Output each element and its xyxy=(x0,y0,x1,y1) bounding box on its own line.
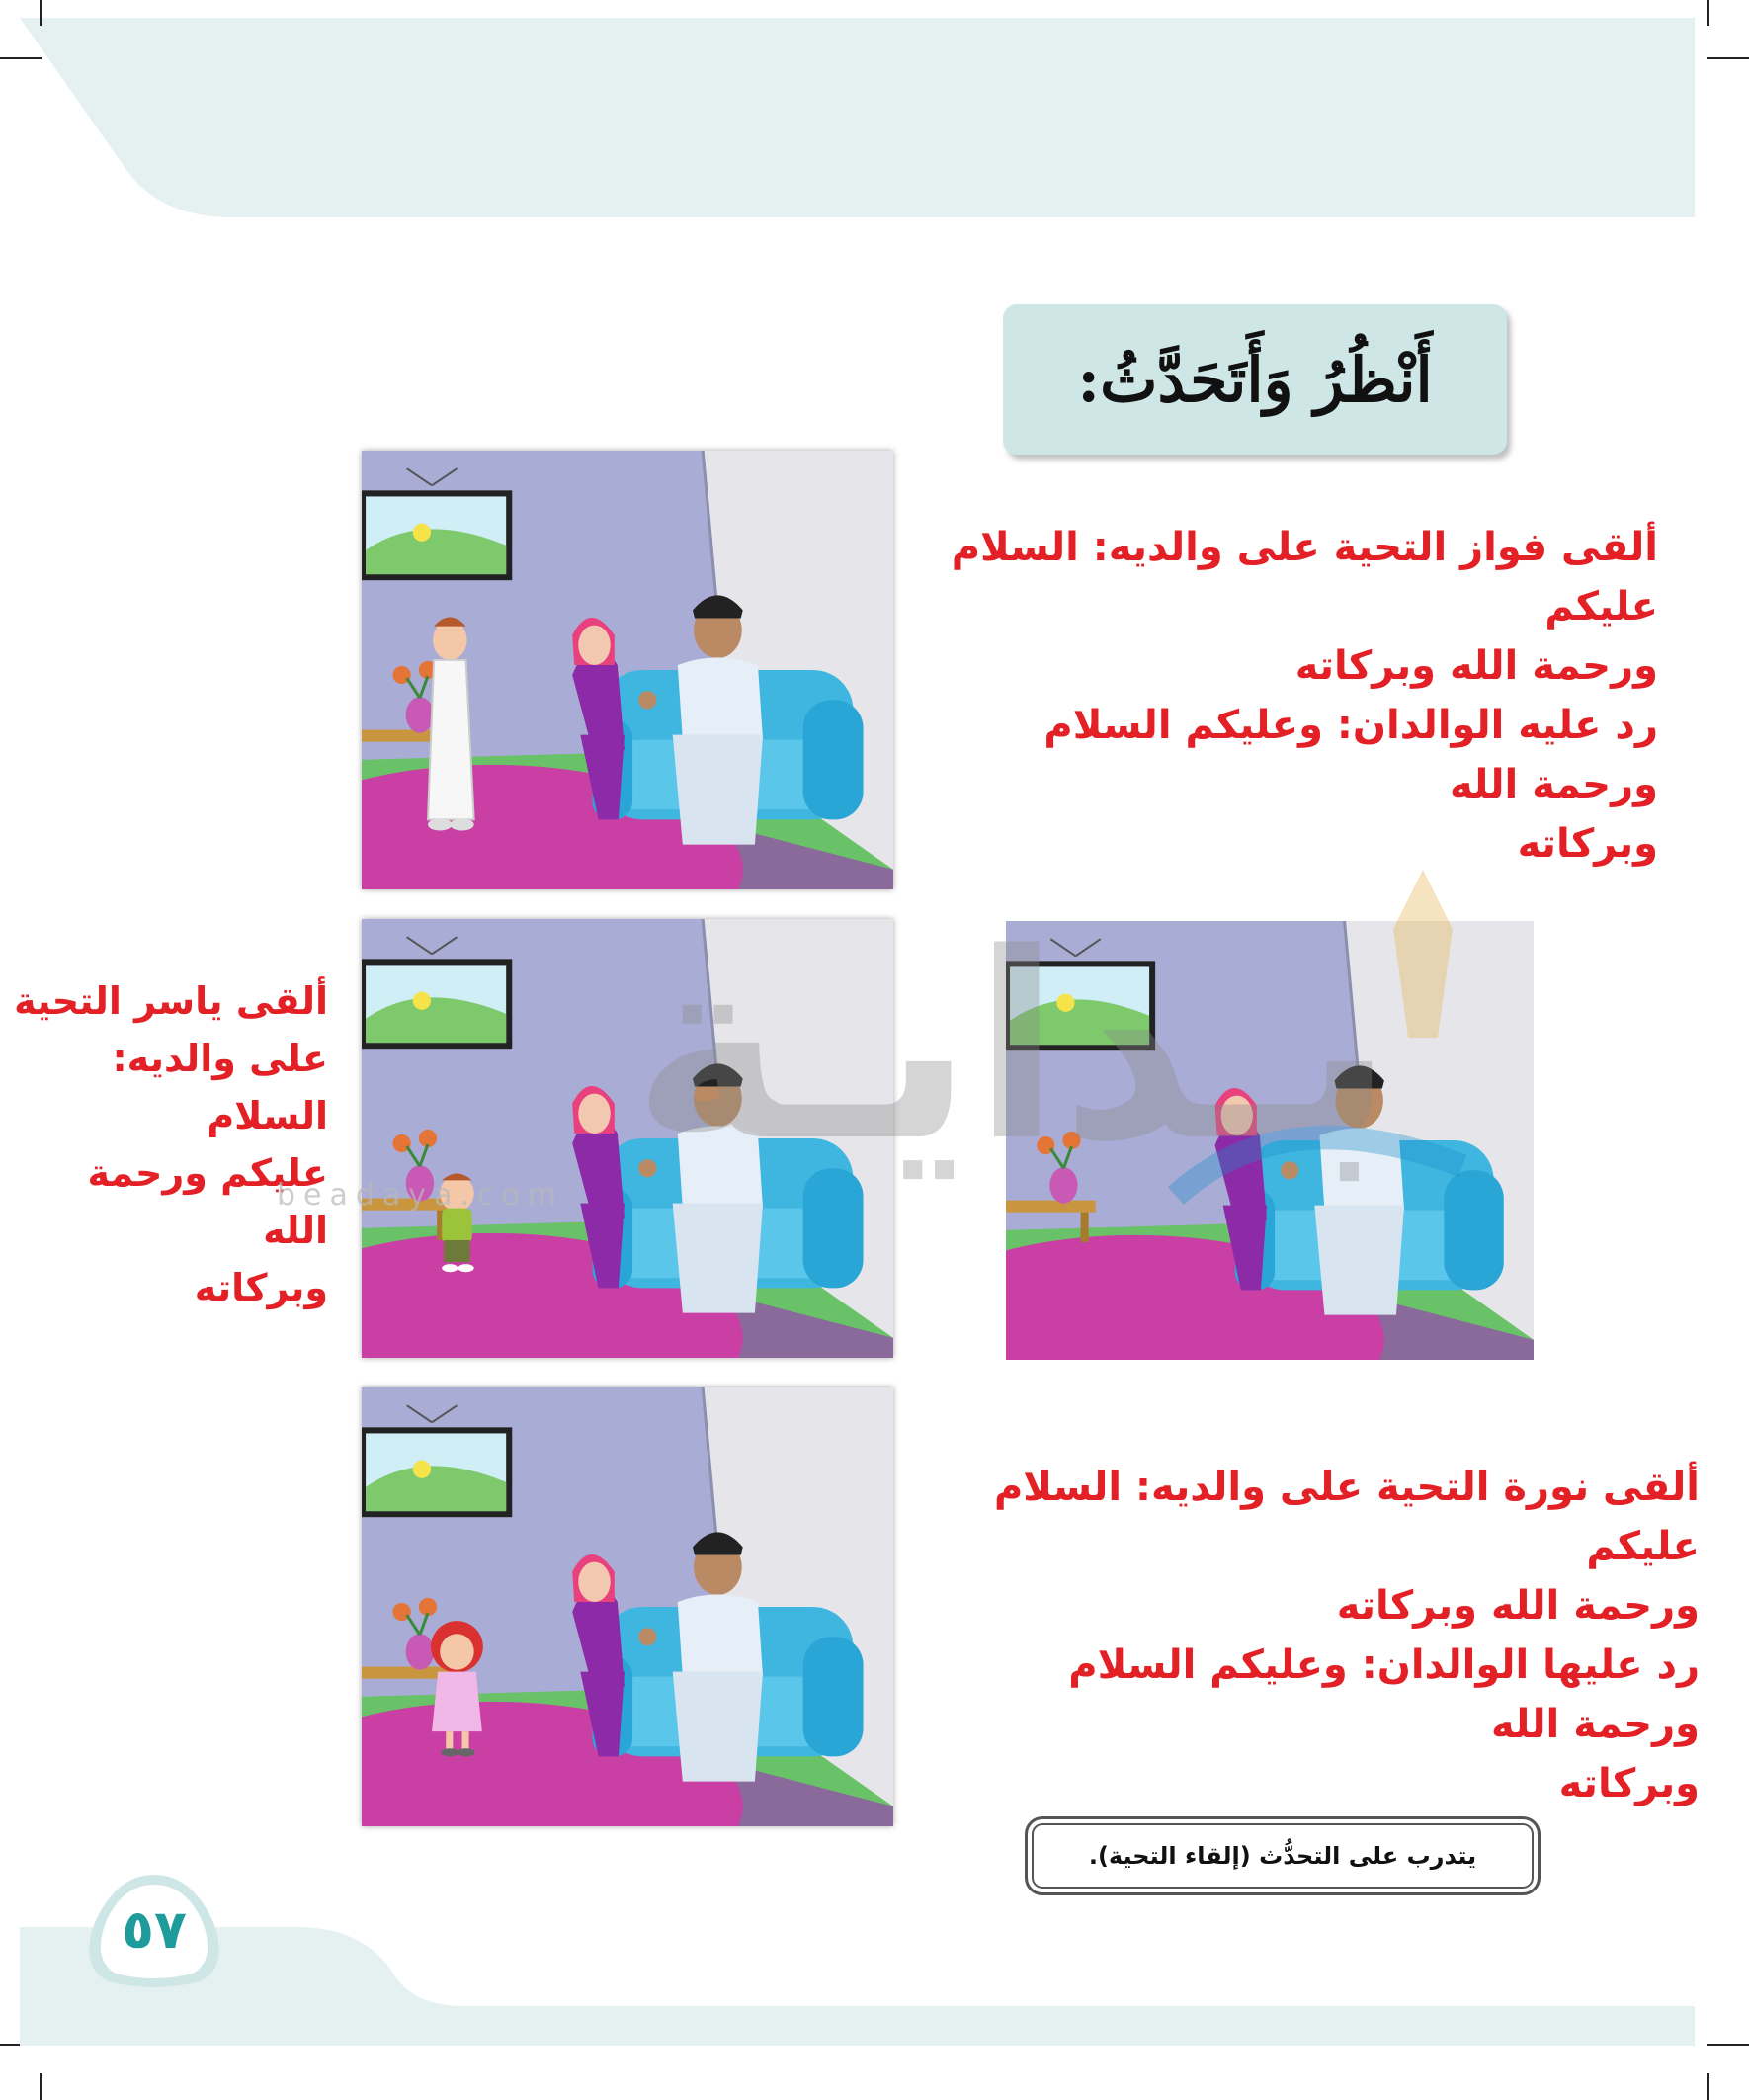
caption-noura-line2: ورحمة الله وبركاته xyxy=(1336,1583,1700,1629)
top-banner xyxy=(0,0,1749,227)
crop-mark xyxy=(0,57,42,59)
section-title: أَنْظُرُ وَأَتَحَدَّثُ: xyxy=(1077,343,1433,416)
caption-yasser-line1: ألقى ياسر التحية xyxy=(14,979,328,1023)
caption-fawaz-line4: وبركاته xyxy=(1517,821,1658,867)
crop-mark xyxy=(1707,57,1749,59)
crop-mark xyxy=(40,2073,42,2100)
caption-noura xyxy=(978,1458,1700,1813)
crop-mark xyxy=(1707,0,1709,26)
lesson-objective: يتدرب على التحدُّث (إلقاء التحية). xyxy=(1088,1842,1477,1870)
caption-noura-line3: رد عليها الوالدان: وعليكم السلام ورحمة الله xyxy=(1068,1642,1700,1747)
svg-text:بـدايـة: بـدايـة xyxy=(632,899,1393,1198)
caption-yasser-line2: على والديه: السلام xyxy=(112,1037,328,1137)
lesson-objective-box xyxy=(1025,1816,1541,1895)
bottom-banner xyxy=(0,1917,1749,2056)
caption-fawaz-line2: ورحمة الله وبركاته xyxy=(1294,643,1658,689)
caption-noura-line1: ألقى نورة التحية على والديه: السلام عليكم xyxy=(993,1465,1700,1569)
scene-fawaz-greeting xyxy=(362,451,893,889)
section-title-box xyxy=(1003,304,1507,455)
caption-yasser-line4: وبركاته xyxy=(194,1266,328,1309)
caption-yasser-line3: عليكم ورحمة الله xyxy=(87,1151,328,1252)
crop-mark xyxy=(1707,2073,1709,2100)
caption-fawaz-line3: رد عليه الوالدان: وعليكم السلام ورحمة الله xyxy=(1043,703,1658,807)
watermark-text: beadaya.com xyxy=(277,1178,565,1213)
page-number: ٥٧ xyxy=(122,1897,187,1961)
caption-fawaz xyxy=(949,518,1658,874)
caption-fawaz-line1: ألقى فواز التحية على والديه: السلام عليكم xyxy=(951,525,1658,630)
caption-noura-line4: وبركاته xyxy=(1558,1761,1700,1806)
crop-mark xyxy=(40,0,42,26)
scene-noura-greeting xyxy=(362,1387,893,1826)
